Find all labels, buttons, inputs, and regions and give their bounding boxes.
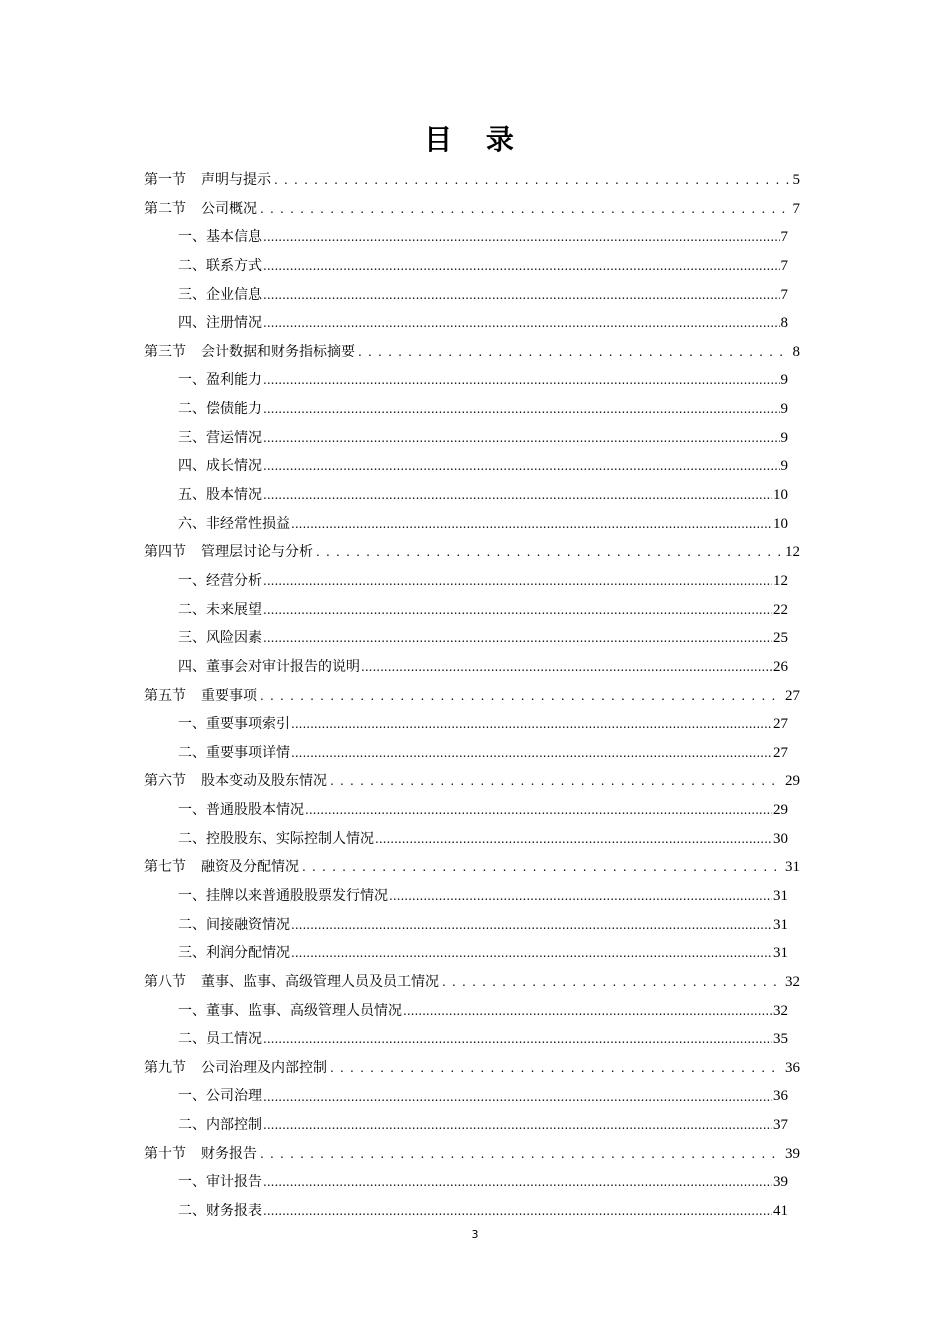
toc-subsection-entry[interactable] <box>144 653 800 682</box>
toc-entry-label <box>144 309 262 338</box>
toc-section-entry[interactable] <box>144 853 800 882</box>
toc-entry-label <box>144 767 327 796</box>
toc-entry-label <box>144 1111 262 1140</box>
toc-section-entry[interactable] <box>144 538 800 567</box>
toc-section-number: 第四节 <box>144 544 186 561</box>
toc-entry-title: 股本变动及股东情况 <box>201 773 327 790</box>
toc-dot-leader <box>442 968 782 997</box>
toc-page-number: 27 <box>773 744 788 761</box>
toc-entry-label <box>144 624 262 653</box>
toc-section-entry[interactable] <box>144 1140 800 1169</box>
toc-entry-title: 公司概况 <box>201 200 257 217</box>
toc-entry-label <box>144 223 262 252</box>
toc-entry-label <box>144 1054 327 1083</box>
toc-subsection-entry[interactable] <box>144 252 800 281</box>
toc-dot-leader <box>291 739 772 768</box>
toc-dot-leader <box>403 997 772 1026</box>
toc-section-entry[interactable] <box>144 767 800 796</box>
toc-dot-leader <box>291 911 772 940</box>
toc-page-number: 32 <box>785 973 800 990</box>
toc-page-number: 41 <box>773 1203 788 1220</box>
toc-entry-label <box>144 481 262 510</box>
toc-entry-title: 一、重要事项索引 <box>178 716 290 733</box>
toc-dot-leader <box>263 252 780 281</box>
toc-page-number: 7 <box>780 257 788 274</box>
toc-dot-leader <box>263 567 772 596</box>
toc-entry-label <box>144 939 290 968</box>
toc-entry-title: 二、未来展望 <box>178 601 262 618</box>
toc-section-number: 第五节 <box>144 687 186 704</box>
toc-entry-label <box>144 596 262 625</box>
toc-dot-leader <box>375 825 772 854</box>
toc-page-number: 8 <box>780 315 788 332</box>
toc-entry-title: 一、普通股股本情况 <box>178 802 304 819</box>
toc-entry-label <box>144 825 374 854</box>
toc-entry-label <box>144 968 439 997</box>
toc-entry-title: 一、审计报告 <box>178 1174 262 1191</box>
toc-entry-label <box>144 682 257 711</box>
toc-dot-leader <box>263 281 780 310</box>
toc-page-number: 39 <box>773 1174 788 1191</box>
toc-section-entry[interactable] <box>144 682 800 711</box>
toc-page-number: 9 <box>780 429 788 446</box>
page-title: 目 录 <box>424 123 526 156</box>
toc-subsection-entry[interactable] <box>144 710 800 739</box>
toc-subsection-entry[interactable] <box>144 939 800 968</box>
toc-page-number: 22 <box>773 601 788 618</box>
toc-entry-title: 三、利润分配情况 <box>178 945 290 962</box>
page-number: 3 <box>471 1228 479 1241</box>
toc-entry-title: 四、董事会对审计报告的说明 <box>178 658 360 675</box>
toc-entry-title: 二、员工情况 <box>178 1031 262 1048</box>
toc-entry-title: 六、非经常性损益 <box>178 515 290 532</box>
toc-page-number: 12 <box>773 572 788 589</box>
toc-entry-title: 会计数据和财务指标摘要 <box>201 343 355 360</box>
toc-entry-title: 二、控股股东、实际控制人情况 <box>178 830 374 847</box>
toc-subsection-entry[interactable] <box>144 624 800 653</box>
toc-dot-leader <box>358 338 790 367</box>
toc-subsection-entry[interactable] <box>144 309 800 338</box>
toc-subsection-entry[interactable] <box>144 281 800 310</box>
toc-page-number: 31 <box>773 888 788 904</box>
toc-page-number: 10 <box>773 515 788 532</box>
toc-section-number: 第六节 <box>144 773 186 790</box>
toc-section-number: 第九节 <box>144 1059 186 1076</box>
toc-subsection-entry[interactable] <box>144 825 800 854</box>
toc-entry-label <box>144 510 290 539</box>
toc-section-entry[interactable] <box>144 195 800 224</box>
toc-subsection-entry[interactable] <box>144 796 800 825</box>
toc-subsection-entry[interactable] <box>144 567 800 596</box>
toc-dot-leader <box>361 653 772 682</box>
toc-section-entry[interactable] <box>144 1054 800 1083</box>
toc-subsection-entry[interactable] <box>144 510 800 539</box>
toc-page-number: 27 <box>773 716 788 733</box>
toc-dot-leader <box>260 195 790 224</box>
toc-page-number: 37 <box>773 1117 788 1134</box>
toc-page-number: 8 <box>792 343 800 360</box>
toc-dot-leader <box>263 1025 772 1054</box>
toc-entry-title: 一、董事、监事、高级管理人员情况 <box>178 1002 402 1019</box>
toc-entry-title: 二、重要事项详情 <box>178 744 290 761</box>
toc-entry-label <box>144 538 313 567</box>
toc-entry-label <box>144 166 271 195</box>
toc-entry-title: 四、成长情况 <box>178 458 262 475</box>
toc-entry-title: 一、盈利能力 <box>178 372 262 389</box>
toc-entry-title: 一、公司治理 <box>178 1088 262 1105</box>
toc-section-number: 第七节 <box>144 859 186 876</box>
table-of-contents <box>144 166 800 1226</box>
toc-subsection-entry[interactable] <box>144 1083 800 1112</box>
toc-entry-label <box>144 1168 262 1197</box>
toc-entry-title: 一、挂牌以来普通股股票发行情况 <box>178 888 388 904</box>
toc-page-number: 30 <box>773 830 788 847</box>
toc-dot-leader <box>389 882 772 911</box>
toc-subsection-entry[interactable] <box>144 882 800 911</box>
toc-dot-leader <box>263 395 780 424</box>
toc-section-number: 第八节 <box>144 973 186 990</box>
toc-section-entry[interactable] <box>144 338 800 367</box>
toc-entry-title: 三、风险因素 <box>178 630 262 647</box>
toc-dot-leader <box>263 624 772 653</box>
toc-entry-label <box>144 1082 262 1111</box>
toc-page-number: 39 <box>785 1145 800 1162</box>
toc-page-number: 36 <box>773 1088 788 1105</box>
toc-entry-title: 二、内部控制 <box>178 1117 262 1134</box>
toc-page-number: 9 <box>780 372 788 389</box>
toc-entry-title: 管理层讨论与分析 <box>201 544 313 561</box>
toc-entry-title: 重要事项 <box>201 687 257 704</box>
toc-entry-label <box>144 796 304 825</box>
toc-subsection-entry[interactable] <box>144 1025 800 1054</box>
toc-dot-leader <box>263 366 780 395</box>
toc-entry-label <box>144 281 262 310</box>
toc-dot-leader <box>291 510 772 539</box>
toc-dot-leader <box>302 853 782 882</box>
toc-page-number: 7 <box>780 286 788 303</box>
toc-page-number: 7 <box>792 200 800 217</box>
toc-page-number: 27 <box>785 687 800 704</box>
toc-dot-leader <box>263 596 772 625</box>
toc-entry-label <box>144 195 257 224</box>
toc-entry-title: 一、经营分析 <box>178 572 262 589</box>
toc-subsection-entry[interactable] <box>144 911 800 940</box>
toc-page-number: 5 <box>792 171 800 188</box>
toc-dot-leader <box>263 1168 772 1197</box>
toc-page-number: 31 <box>773 916 788 933</box>
toc-dot-leader <box>263 1111 772 1140</box>
toc-entry-title: 公司治理及内部控制 <box>201 1059 327 1076</box>
toc-entry-label <box>144 1197 262 1226</box>
toc-page-number: 9 <box>780 458 788 475</box>
toc-page-number: 32 <box>773 1002 788 1019</box>
toc-dot-leader <box>274 166 790 195</box>
toc-page-number: 31 <box>773 945 788 962</box>
toc-entry-label <box>144 366 262 395</box>
toc-subsection-entry[interactable] <box>144 1197 800 1226</box>
toc-dot-leader <box>263 223 780 252</box>
toc-dot-leader <box>305 796 772 825</box>
toc-subsection-entry[interactable] <box>144 1111 800 1140</box>
toc-dot-leader <box>316 538 782 567</box>
toc-entry-title: 二、财务报表 <box>178 1203 262 1220</box>
toc-entry-label <box>144 424 262 453</box>
toc-page-number: 29 <box>785 773 800 790</box>
toc-dot-leader <box>330 767 782 796</box>
toc-dot-leader <box>263 1197 772 1226</box>
toc-page-number: 36 <box>785 1059 800 1076</box>
toc-page-number: 26 <box>773 658 788 675</box>
toc-entry-label <box>144 882 388 911</box>
toc-entry-title: 二、间接融资情况 <box>178 916 290 933</box>
toc-section-entry[interactable] <box>144 968 800 997</box>
toc-dot-leader <box>263 1083 772 1112</box>
toc-entry-title: 一、基本信息 <box>178 229 262 246</box>
toc-subsection-entry[interactable] <box>144 739 800 768</box>
toc-section-number: 第一节 <box>144 171 186 188</box>
toc-section-number: 第二节 <box>144 200 186 217</box>
toc-page-number: 25 <box>773 630 788 647</box>
toc-entry-label <box>144 911 290 940</box>
toc-subsection-entry[interactable] <box>144 223 800 252</box>
toc-page-number: 35 <box>773 1031 788 1048</box>
toc-entry-title: 二、联系方式 <box>178 257 262 274</box>
toc-entry-label <box>144 1140 257 1169</box>
toc-entry-label <box>144 739 290 768</box>
toc-subsection-entry[interactable] <box>144 1168 800 1197</box>
toc-section-entry[interactable] <box>144 166 800 195</box>
toc-entry-title: 三、企业信息 <box>178 286 262 303</box>
toc-dot-leader <box>330 1054 782 1083</box>
toc-entry-label <box>144 710 290 739</box>
toc-page-number: 29 <box>773 802 788 819</box>
toc-subsection-entry[interactable] <box>144 452 800 481</box>
toc-entry-label <box>144 997 402 1026</box>
toc-dot-leader <box>291 939 772 968</box>
toc-dot-leader <box>263 309 780 338</box>
toc-entry-label <box>144 338 355 367</box>
toc-subsection-entry[interactable] <box>144 596 800 625</box>
toc-entry-title: 董事、监事、高级管理人员及员工情况 <box>201 973 439 990</box>
toc-page-number: 10 <box>773 487 788 504</box>
toc-entry-title: 财务报告 <box>201 1145 257 1162</box>
toc-dot-leader <box>263 424 780 453</box>
toc-page-number: 12 <box>785 544 800 561</box>
toc-section-number: 第十节 <box>144 1145 186 1162</box>
toc-entry-title: 二、偿债能力 <box>178 401 262 418</box>
toc-entry-title: 声明与提示 <box>201 171 271 188</box>
toc-entry-label <box>144 567 262 596</box>
toc-section-number: 第三节 <box>144 343 186 360</box>
toc-subsection-entry[interactable] <box>144 395 800 424</box>
toc-entry-title: 三、营运情况 <box>178 429 262 446</box>
toc-entry-label <box>144 653 360 682</box>
toc-subsection-entry[interactable] <box>144 424 800 453</box>
toc-page-number: 7 <box>780 229 788 246</box>
toc-dot-leader <box>260 682 782 711</box>
toc-entry-label <box>144 1025 262 1054</box>
toc-subsection-entry[interactable] <box>144 366 800 395</box>
toc-dot-leader <box>263 481 772 510</box>
toc-dot-leader <box>291 710 772 739</box>
toc-entry-label <box>144 452 262 481</box>
toc-entry-title: 融资及分配情况 <box>201 859 299 876</box>
toc-entry-title: 四、注册情况 <box>178 315 262 332</box>
toc-entry-label <box>144 252 262 281</box>
toc-dot-leader <box>263 452 780 481</box>
toc-subsection-entry[interactable] <box>144 997 800 1026</box>
toc-subsection-entry[interactable] <box>144 481 800 510</box>
toc-entry-title: 五、股本情况 <box>178 487 262 504</box>
toc-dot-leader <box>260 1140 782 1169</box>
toc-page-number: 31 <box>785 859 800 876</box>
toc-entry-label <box>144 853 299 882</box>
toc-page-number: 9 <box>780 401 788 418</box>
toc-entry-label <box>144 395 262 424</box>
